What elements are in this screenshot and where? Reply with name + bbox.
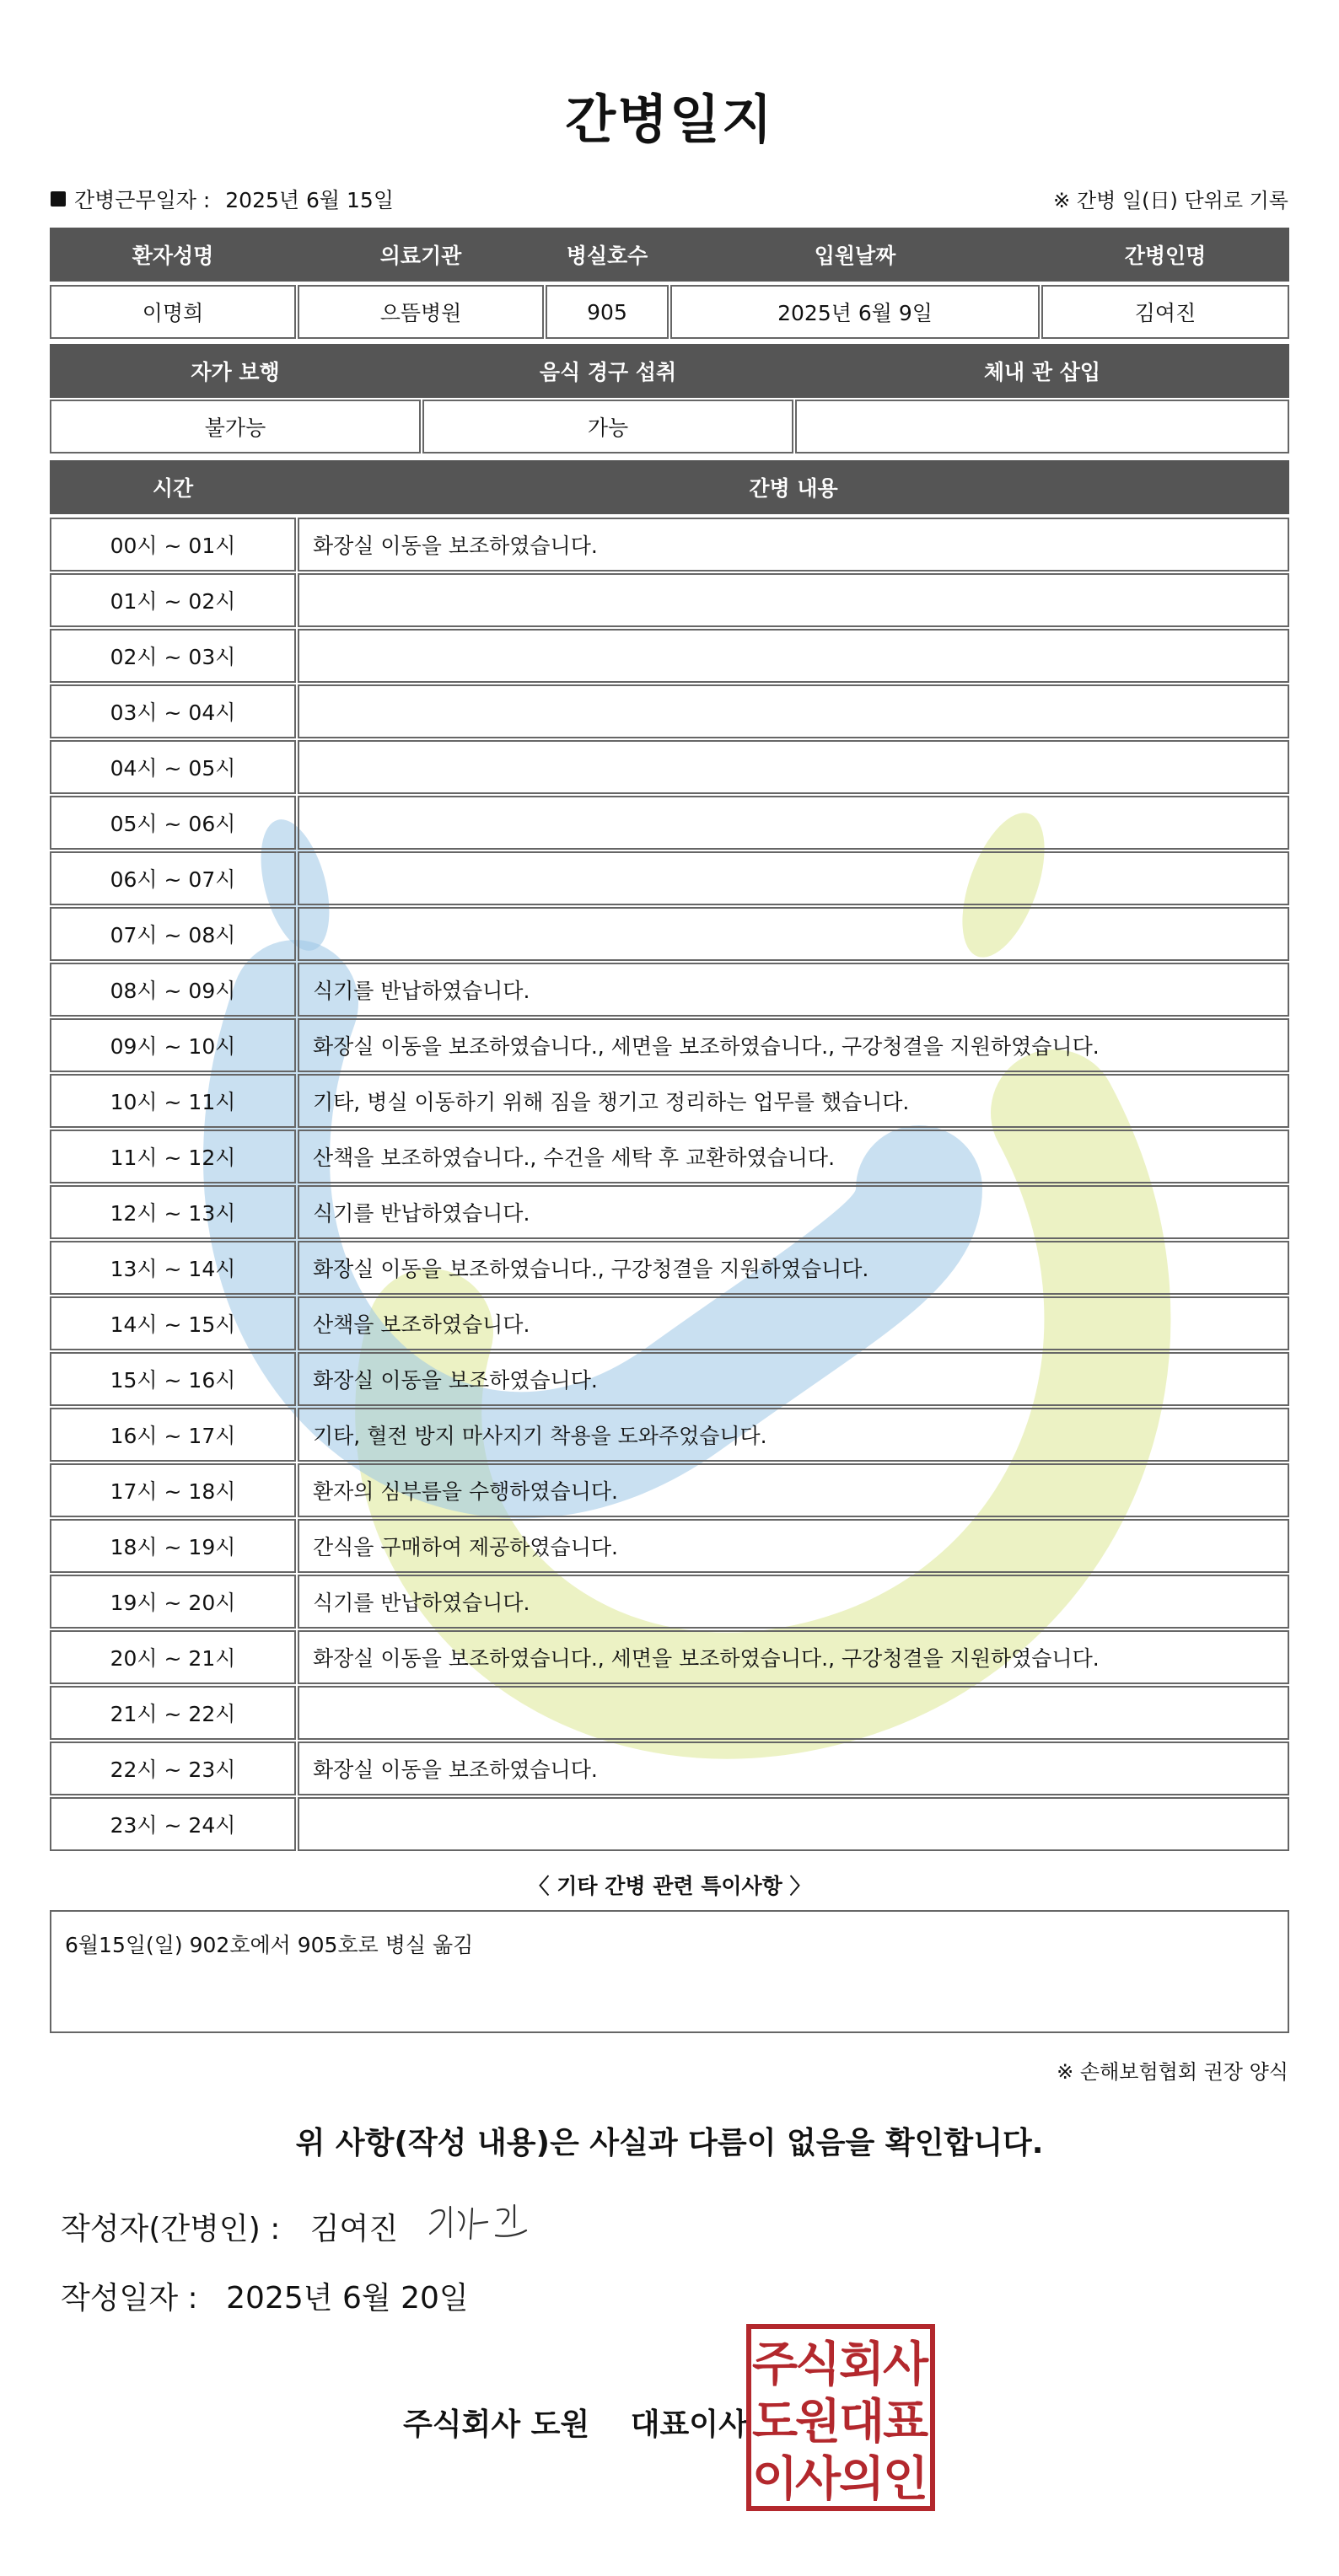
care-content-cell: 화장실 이동을 보조하였습니다., 세면을 보조하였습니다., 구강청결을 지원하였습니다.: [298, 1630, 1289, 1684]
header-hospital: 의료기관: [379, 244, 462, 268]
tube-value: [795, 400, 1289, 453]
care-content-cell: [298, 629, 1289, 683]
hospital-value: 으뜸병원: [298, 285, 544, 339]
care-content-cell: [298, 1686, 1289, 1740]
time-cell: 17시 ~ 18시: [50, 1463, 296, 1517]
time-cell: 13시 ~ 14시: [50, 1241, 296, 1295]
unit-note: ※ 간병 일(日) 단위로 기록: [1053, 189, 1288, 212]
care-content-cell: 환자의 심부름을 수행하였습니다.: [298, 1463, 1289, 1517]
time-cell: 06시 ~ 07시: [50, 851, 296, 905]
special-notes-box: 6월15일(일) 902호에서 905호로 병실 옮김: [50, 1910, 1289, 2033]
svg-text:표: 표: [882, 2395, 929, 2450]
svg-text:주: 주: [751, 2337, 799, 2392]
time-cell: 04시 ~ 05시: [50, 740, 296, 794]
care-content-cell: [298, 907, 1289, 961]
svg-text:이: 이: [751, 2452, 799, 2507]
header-walking: 자가 보행: [191, 360, 280, 384]
care-content-cell: 화장실 이동을 보조하였습니다., 세면을 보조하였습니다., 구강청결을 지원하였습니다.: [298, 1018, 1289, 1072]
time-cell: 21시 ~ 22시: [50, 1686, 296, 1740]
write-date-line: [61, 2274, 469, 2317]
header-patient-name: 환자성명: [132, 244, 214, 268]
svg-text:사: 사: [794, 2452, 842, 2507]
writer-line: [61, 2205, 398, 2248]
time-cell: 02시 ~ 03시: [50, 629, 296, 683]
care-content-cell: 화장실 이동을 보조하였습니다., 구강청결을 지원하였습니다.: [298, 1241, 1289, 1295]
svg-text:식: 식: [794, 2337, 842, 2392]
time-cell: 07시 ~ 08시: [50, 907, 296, 961]
care-content-cell: [298, 796, 1289, 850]
care-content-cell: 화장실 이동을 보조하였습니다.: [298, 518, 1289, 572]
company-line: [403, 2401, 748, 2444]
time-cell: 08시 ~ 09시: [50, 963, 296, 1017]
svg-text:인: 인: [882, 2452, 929, 2507]
time-cell: 01시 ~ 02시: [50, 573, 296, 627]
room-value: 905: [546, 285, 669, 339]
time-cell: 14시 ~ 15시: [50, 1296, 296, 1350]
time-cell: 03시 ~ 04시: [50, 684, 296, 738]
svg-text:원: 원: [794, 2395, 842, 2450]
svg-text:회: 회: [838, 2337, 885, 2392]
ceo-title: 대표이사: [630, 2407, 748, 2442]
company-seal-stamp: [745, 2323, 936, 2512]
admission-date-value: 2025년 6월 9일: [670, 285, 1040, 339]
care-content-cell: 식기를 반납하였습니다.: [298, 963, 1289, 1017]
work-date-label: 간병근무일자 :: [74, 188, 211, 212]
svg-text:사: 사: [882, 2337, 929, 2392]
walking-value: 불가능: [50, 400, 421, 453]
time-cell: 05시 ~ 06시: [50, 796, 296, 850]
write-date-label: 작성일자 :: [61, 2281, 198, 2316]
work-date-value: 2025년 6월 15일: [225, 188, 394, 212]
signature-image: [422, 2190, 557, 2257]
time-cell: 20시 ~ 21시: [50, 1630, 296, 1684]
care-content-cell: 기타, 혈전 방지 마사지기 착용을 도와주었습니다.: [298, 1408, 1289, 1462]
time-cell: 00시 ~ 01시: [50, 518, 296, 572]
time-cell: 23시 ~ 24시: [50, 1797, 296, 1851]
svg-text:도: 도: [751, 2395, 799, 2450]
care-content-cell: 산책을 보조하였습니다., 수건을 세탁 후 교환하였습니다.: [298, 1130, 1289, 1183]
time-cell: 11시 ~ 12시: [50, 1130, 296, 1183]
care-content-cell: [298, 740, 1289, 794]
care-content-cell: [298, 573, 1289, 627]
company-name: 주식회사 도원: [403, 2407, 590, 2442]
time-cell: 22시 ~ 23시: [50, 1741, 296, 1795]
care-content-cell: [298, 684, 1289, 738]
write-date-value: 2025년 6월 20일: [226, 2281, 469, 2316]
writer-name: 김여진: [309, 2212, 399, 2246]
special-notes-title: 〈 기타 간병 관련 특이사항 〉: [528, 1874, 811, 1898]
oral-intake-value: 가능: [422, 400, 793, 453]
svg-text:대: 대: [838, 2395, 885, 2450]
care-content-cell: [298, 1797, 1289, 1851]
time-cell: 16시 ~ 17시: [50, 1408, 296, 1462]
time-cell: 09시 ~ 10시: [50, 1018, 296, 1072]
care-content-cell: 식기를 반납하였습니다.: [298, 1185, 1289, 1239]
care-content-cell: 산책을 보조하였습니다.: [298, 1296, 1289, 1350]
page-title: 간병일지: [565, 89, 774, 150]
patient-name-value: 이명희: [50, 285, 296, 339]
care-content-cell: 화장실 이동을 보조하였습니다.: [298, 1352, 1289, 1406]
care-content-cell: 간식을 구매하여 제공하였습니다.: [298, 1519, 1289, 1573]
care-content-cell: 기타, 병실 이동하기 위해 짐을 챙기고 정리하는 업무를 했습니다.: [298, 1074, 1289, 1128]
form-note: ※ 손해보험협회 권장 양식: [1057, 2060, 1288, 2084]
header-oral-intake: 음식 경구 섭취: [539, 360, 677, 384]
writer-label: 작성자(간병인) :: [61, 2212, 281, 2246]
header-time: 시간: [152, 476, 194, 501]
header-room: 병실호수: [566, 244, 648, 268]
header-tube: 체내 관 삽입: [983, 360, 1101, 384]
work-date-line: [51, 184, 394, 214]
header-admission-date: 입원날짜: [814, 244, 896, 268]
time-cell: 19시 ~ 20시: [50, 1575, 296, 1629]
svg-text:의: 의: [838, 2452, 885, 2507]
care-content-cell: 식기를 반납하였습니다.: [298, 1575, 1289, 1629]
time-cell: 10시 ~ 11시: [50, 1074, 296, 1128]
time-cell: 15시 ~ 16시: [50, 1352, 296, 1406]
header-caregiver: 간병인명: [1124, 244, 1207, 268]
time-cell: 18시 ~ 19시: [50, 1519, 296, 1573]
confirmation-statement: 위 사항(작성 내용)은 사실과 다름이 없음을 확인합니다.: [295, 2126, 1044, 2160]
square-bullet-icon: [51, 191, 66, 207]
care-content-cell: [298, 851, 1289, 905]
header-care-content: 간병 내용: [749, 476, 838, 501]
care-content-cell: 화장실 이동을 보조하였습니다.: [298, 1741, 1289, 1795]
caregiver-value: 김여진: [1041, 285, 1289, 339]
time-cell: 12시 ~ 13시: [50, 1185, 296, 1239]
